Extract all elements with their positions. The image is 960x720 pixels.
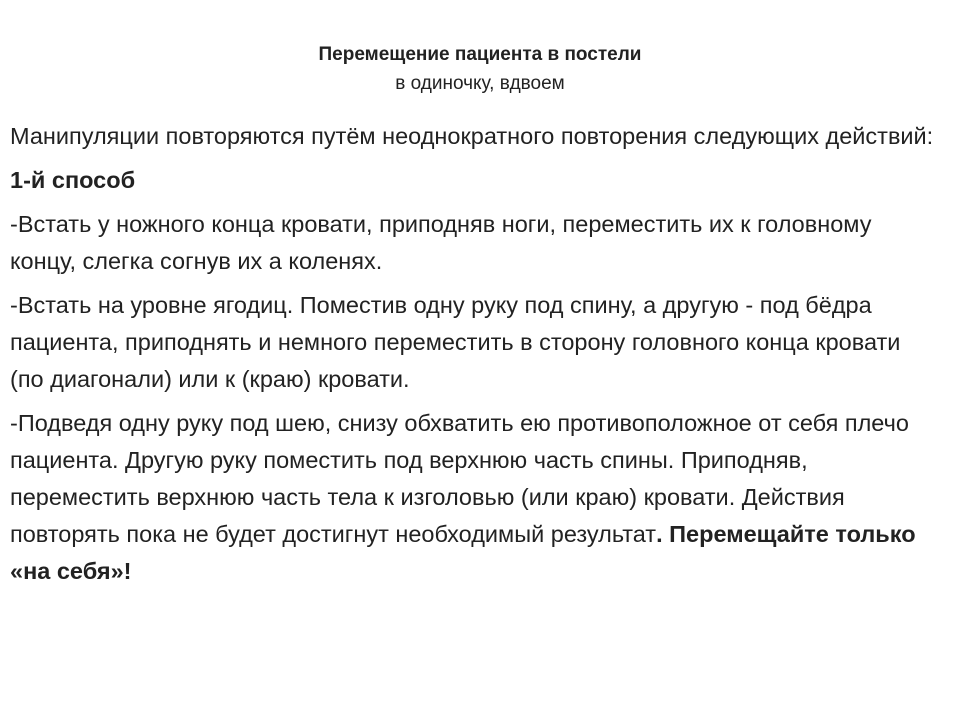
step-3-period: . [656, 521, 663, 547]
intro-paragraph: Манипуляции повторяются путём неоднократного повторения следующих действий: [10, 123, 934, 149]
step-3 [10, 405, 935, 590]
step-3-text: -Подведя одну руку под шею, снизу обхватить ею противоположное от себя плечо пациента. Другую руку поместить под верхнюю часть спины. Приподняв, переместить верхнюю часть тела к изголовью (или краю) кровати. Действия повторять пока не будет достигнут необходимый результат [10, 410, 909, 547]
slide-content [10, 118, 935, 597]
slide-title: Перемещение пациента в постели [318, 44, 642, 65]
step-1: -Встать у ножного конца кровати, приподняв ноги, переместить их к головному концу, слегка согнув их а коленях. [10, 211, 872, 274]
emphasis-note: Перемещайте только «на себя»! [10, 521, 916, 584]
step-2: -Встать на уровне ягодиц. Поместив одну руку под спину, а другую - под бёдра пациента, приподнять и немного переместить в сторону головного конца кровати (по диагонали) или к (краю) кровати. [10, 292, 901, 392]
title-block [0, 40, 960, 98]
slide-subtitle: в одиночку, вдвоем [395, 73, 565, 94]
method-heading: 1-й способ [10, 167, 136, 193]
